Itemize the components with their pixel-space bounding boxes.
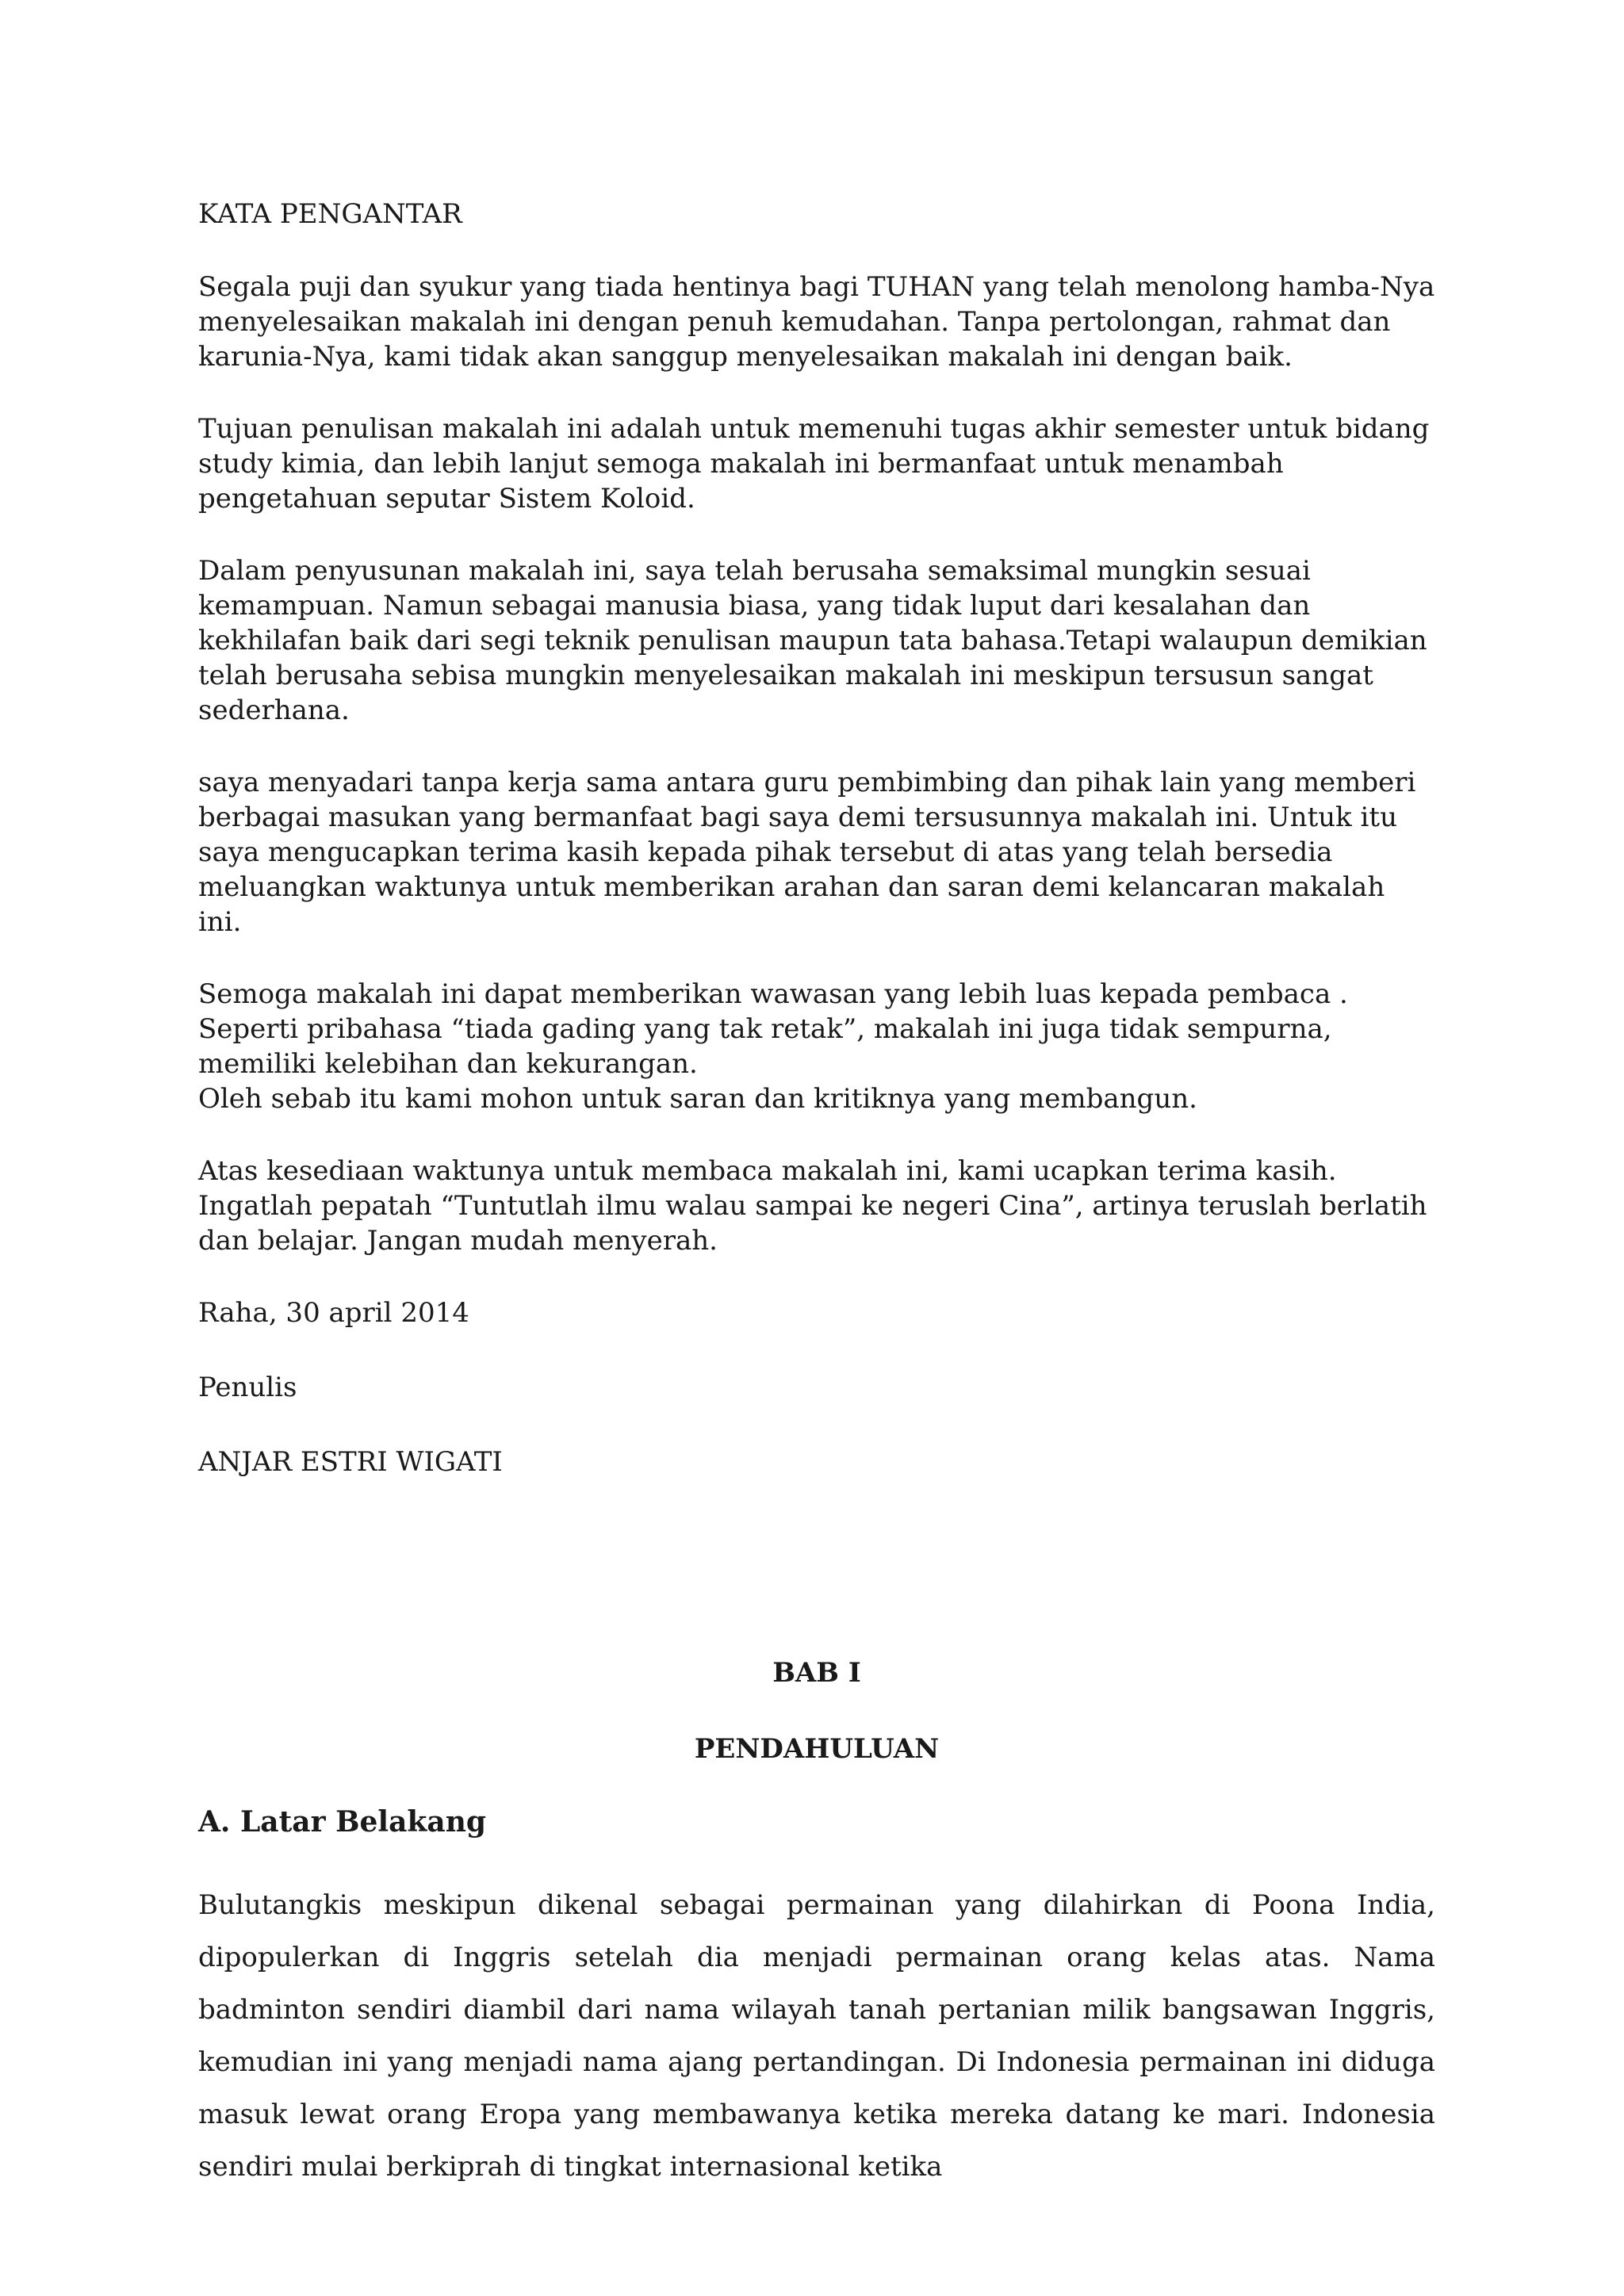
paragraph-thanks: Atas kesediaan waktunya untuk membaca makalah ini, kami ucapkan terima kasih. [198,1155,1337,1187]
paragraph-hope: Semoga makalah ini dapat memberikan wawasan yang lebih luas kepada pembaca . Seperti pribahasa “tiada gading yang tak retak”, makalah ini juga tidak sempurna, memiliki kelebihan dan kekurangan. [198,978,1348,1080]
latar-belakang-body: Bulutangkis meskipun dikenal sebagai permainan yang dilahirkan di Poona India, dipopulerkan di Inggris setelah dia menjadi permainan orang kelas atas. Nama badminton sendiri diambil dari nama wilayah tanah pertanian milik bangsawan Inggris, kemudian ini yang menjadi nama ajang pertandingan. Di Indonesia permainan ini diduga masuk lewat orang Eropa yang membawanya ketika mereka datang ke mari. Indonesia sendiri mulai berkiprah di tingkat internasional ketika [198,1889,1435,2183]
paragraph-request-feedback: Oleh sebab itu kami mohon untuk saran dan kritiknya yang membangun. [198,1083,1197,1115]
paragraph-purpose: Tujuan penulisan makalah ini adalah untuk memenuhi tugas akhir semester untuk bidang study kimia, dan lebih lanjut semoga makalah ini bermanfaat untuk menambah pengetahuan seputar Sistem Koloid. [198,413,1430,515]
page-content [198,197,1435,2193]
paragraph-proverb: Ingatlah pepatah “Tuntutlah ilmu walau sampai ke negeri Cina”, artinya teruslah berlatih dan belajar. Jangan mudah menyerah. [198,1190,1427,1257]
section-heading-latar-belakang: A. Latar Belakang [198,1805,487,1839]
paragraph-effort: Dalam penyusunan makalah ini, saya telah berusaha semaksimal mungkin sesuai kemampuan. Namun sebagai manusia biasa, yang tidak luput dari kesalahan dan kekhilafan baik dari segi teknik penulisan maupun tata bahasa.Tetapi walaupun demikian telah berusaha sebisa mungkin menyelesaikan makalah ini meskipun tersusun sangat sederhana. [198,555,1427,726]
place-date: Raha, 30 april 2014 [198,1297,469,1329]
chapter-number: BAB I [772,1657,861,1689]
paragraph-praise: Segala puji dan syukur yang tiada hentinya bagi TUHAN yang telah menolong hamba-Nya menyelesaikan makalah ini dengan penuh kemudahan. Tanpa pertolongan, rahmat dan karunia-Nya, kami tidak akan sanggup menyelesaikan makalah ini dengan baik. [198,271,1435,373]
author-name: ANJAR ESTRI WIGATI [198,1446,503,1478]
signature-label: Penulis [198,1372,297,1403]
kata-pengantar-title: KATA PENGANTAR [198,198,462,230]
paragraph-gratitude: saya menyadari tanpa kerja sama antara guru pembimbing dan pihak lain yang memberi berbagai masukan yang bermanfaat bagi saya demi tersusunnya makalah ini. Untuk itu saya mengucapkan terima kasih kepada pihak tersebut di atas yang telah bersedia meluangkan waktunya untuk memberikan arahan dan saran demi kelancaran makalah ini. [198,767,1416,938]
chapter-title: PENDAHULUAN [694,1733,940,1765]
